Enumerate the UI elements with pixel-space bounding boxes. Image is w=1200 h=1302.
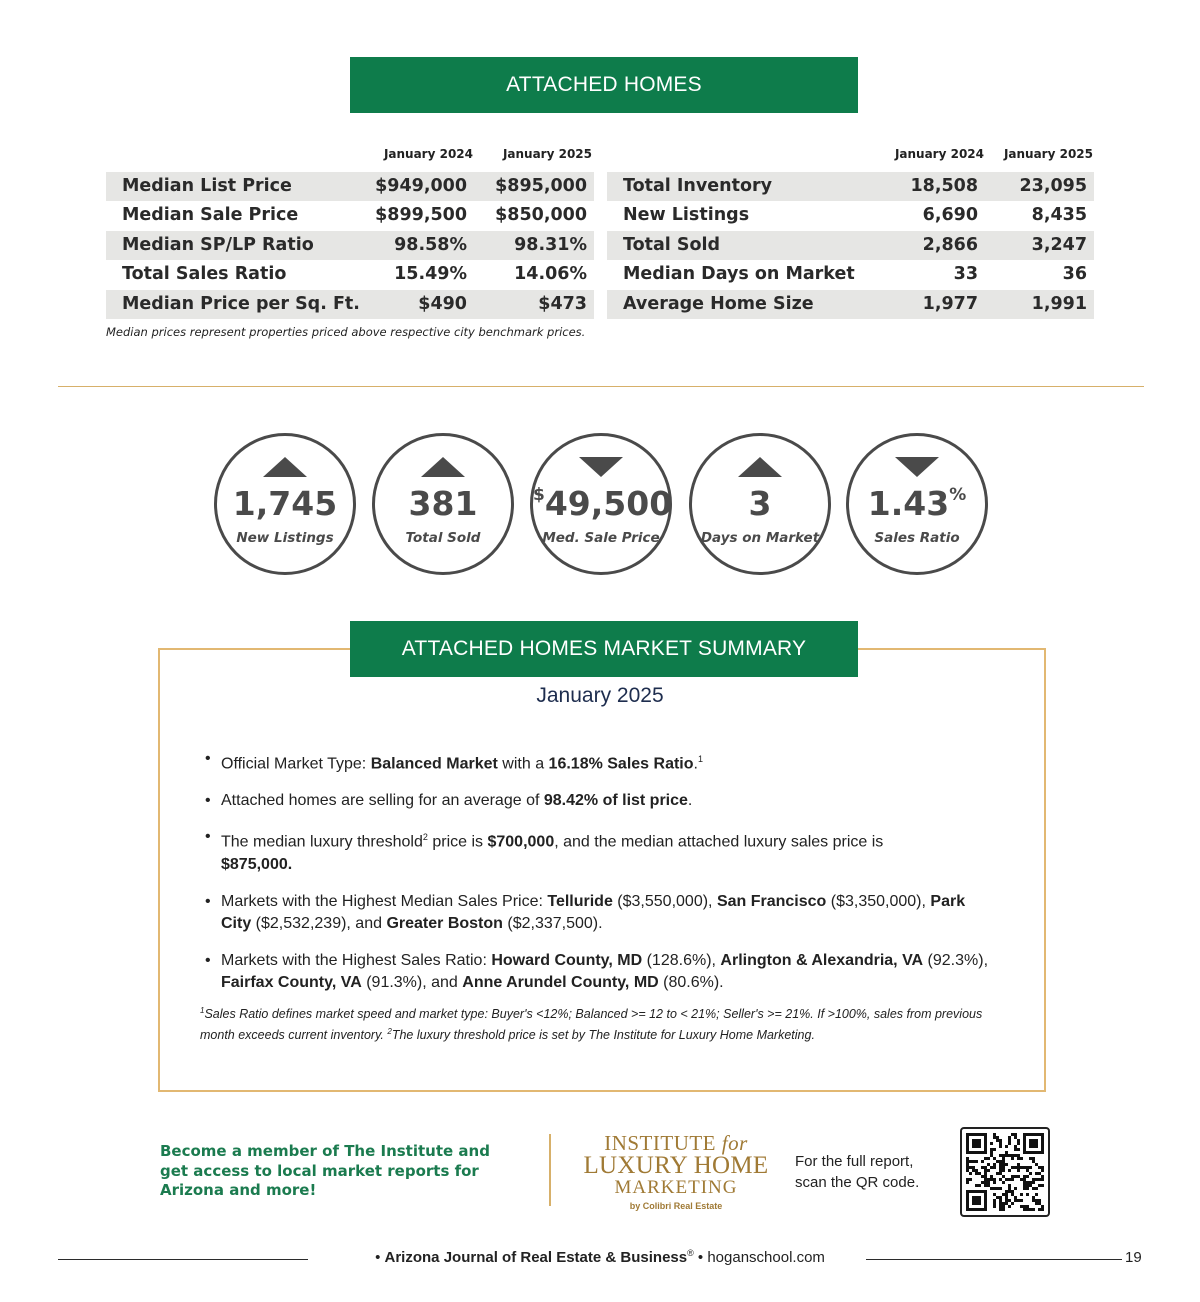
row-label: Median SP/LP Ratio	[122, 234, 314, 255]
value-january-2025: 14.06%	[514, 264, 587, 285]
section-divider	[58, 386, 1144, 387]
stat-circle	[530, 433, 672, 575]
stat-number	[217, 484, 353, 523]
col-january-2024: January 2024	[383, 147, 473, 161]
stat-circle	[846, 433, 988, 575]
stat-number	[692, 484, 828, 523]
stat-caption: Total Sold	[405, 530, 481, 546]
bullet-highest-median-price: • Markets with the Highest Median Sales Price: Telluride ($3,550,000), San Francisco ($3,350,000), Park City ($2,532,239), and Greater Boston ($2,337,500).	[205, 891, 995, 936]
value-january-2025: 98.31%	[514, 234, 587, 255]
stat-caption: Days on Market	[700, 530, 820, 546]
value-january-2025: 23,095	[1019, 176, 1087, 196]
value-january-2025: 1,991	[1031, 293, 1087, 314]
stat-caption: Med. Sale Price	[542, 530, 660, 546]
table-header	[106, 144, 594, 172]
stat-circle	[214, 433, 356, 575]
summary-bullets	[205, 748, 995, 1009]
left-stats-table	[106, 144, 594, 319]
qr-instruction: For the full report, scan the QR code.	[795, 1153, 920, 1191]
down-arrow-icon	[895, 457, 939, 477]
row-label: New Listings	[623, 205, 750, 226]
membership-promo-text[interactable]: Become a member of The Institute and get access to local market reports for Arizona and more!	[160, 1142, 490, 1199]
col-january-2025: January 2025	[502, 147, 592, 161]
table-row	[106, 290, 594, 319]
table-row	[607, 201, 1094, 230]
stat-suffix: %	[949, 485, 967, 505]
stat-circle	[372, 433, 514, 575]
value-january-2024: $949,000	[375, 176, 467, 196]
col-january-2024: January 2024	[894, 147, 984, 161]
promo-divider	[549, 1134, 551, 1206]
row-label: Average Home Size	[623, 293, 814, 314]
stat-prefix: $	[533, 485, 545, 505]
summary-subtitle: January 2025	[536, 684, 664, 707]
stat-number	[849, 484, 985, 523]
value-january-2024: 1,977	[922, 293, 978, 314]
stat-value: 1.43	[867, 484, 950, 523]
attached-homes-banner: ATTACHED HOMES	[350, 57, 858, 113]
stat-value: 49,500	[544, 484, 673, 523]
qr-code-icon[interactable]	[960, 1127, 1050, 1217]
up-arrow-icon	[263, 457, 307, 477]
stat-caption: New Listings	[236, 530, 334, 546]
footer-website-link[interactable]: hoganschool.com	[707, 1249, 825, 1266]
value-january-2025: 8,435	[1031, 205, 1087, 226]
row-label: Median Days on Market	[623, 264, 855, 285]
row-label: Median List Price	[122, 176, 292, 196]
table-row	[106, 260, 594, 289]
table-row	[607, 172, 1094, 201]
value-january-2024: $490	[418, 293, 467, 314]
footer-publication: • Arizona Journal of Real Estate & Business® • hoganschool.com	[375, 1248, 825, 1266]
table-row	[106, 231, 594, 260]
col-january-2025: January 2025	[1003, 147, 1093, 161]
value-january-2025: 3,247	[1031, 234, 1087, 255]
bullet-luxury-threshold: • The median luxury threshold$^2$ price is $700,000, and the median attached luxury sales price is $875,000.	[205, 826, 995, 876]
right-stats-table	[607, 144, 1094, 319]
table-header	[607, 144, 1094, 172]
up-arrow-icon	[738, 457, 782, 477]
stat-value: 1,745	[232, 484, 338, 523]
bullet-market-type: • Official Market Type: Balanced Market with a 16.18% Sales Ratio.$^1$	[205, 748, 995, 776]
value-january-2025: $473	[538, 293, 587, 314]
value-january-2024: 15.49%	[394, 264, 467, 285]
stat-circle	[689, 433, 831, 575]
summary-footnote: $^1$Sales Ratio defines market speed and market type: Buyer's <12%; Balanced >= 12 to < 21%; Seller's >= 21%. If >100%, sales from previous month exceeds current inventory. $^2$The luxury threshold price is set by The Institute for Luxury Home Marketing.	[200, 1006, 983, 1043]
institute-logo: INSTITUTE for LUXURY HOME MARKETING by Colibri Real Estate	[583, 1131, 769, 1211]
value-january-2024: $899,500	[375, 205, 467, 226]
stat-value: 3	[748, 484, 772, 523]
table-note: Median prices represent properties priced above respective city benchmark prices.	[106, 325, 586, 339]
stat-caption: Sales Ratio	[874, 530, 960, 546]
value-january-2024: 98.58%	[394, 234, 467, 255]
bullet-list-price: • Attached homes are selling for an average of 98.42% of list price.	[205, 790, 995, 813]
value-january-2025: $895,000	[495, 176, 587, 196]
page-number: 19	[1125, 1249, 1142, 1266]
row-label: Median Sale Price	[122, 205, 299, 226]
row-label: Total Sold	[623, 234, 721, 255]
table-row	[106, 201, 594, 230]
value-january-2024: 2,866	[922, 234, 978, 255]
row-label: Total Sales Ratio	[122, 264, 287, 285]
value-january-2024: 6,690	[922, 205, 978, 226]
row-label: Median Price per Sq. Ft.	[122, 293, 360, 314]
down-arrow-icon	[579, 457, 623, 477]
table-row	[106, 172, 594, 201]
bullet-highest-sales-ratio: • Markets with the Highest Sales Ratio: Howard County, MD (128.6%), Arlington & Alexandria, VA (92.3%), Fairfax County, VA (91.3%), and Anne Arundel County, MD (80.6%).	[205, 950, 995, 995]
stat-number	[375, 484, 511, 523]
table-row	[607, 260, 1094, 289]
value-january-2025: 36	[1062, 264, 1087, 285]
value-january-2025: $850,000	[495, 205, 587, 226]
up-arrow-icon	[421, 457, 465, 477]
stat-number	[533, 484, 673, 523]
stat-value: 381	[408, 484, 478, 523]
value-january-2024: 18,508	[910, 176, 978, 196]
market-summary-banner: ATTACHED HOMES MARKET SUMMARY	[350, 621, 858, 677]
table-row	[607, 290, 1094, 319]
row-label: Total Inventory	[623, 176, 773, 196]
value-january-2024: 33	[953, 264, 978, 285]
table-row	[607, 231, 1094, 260]
